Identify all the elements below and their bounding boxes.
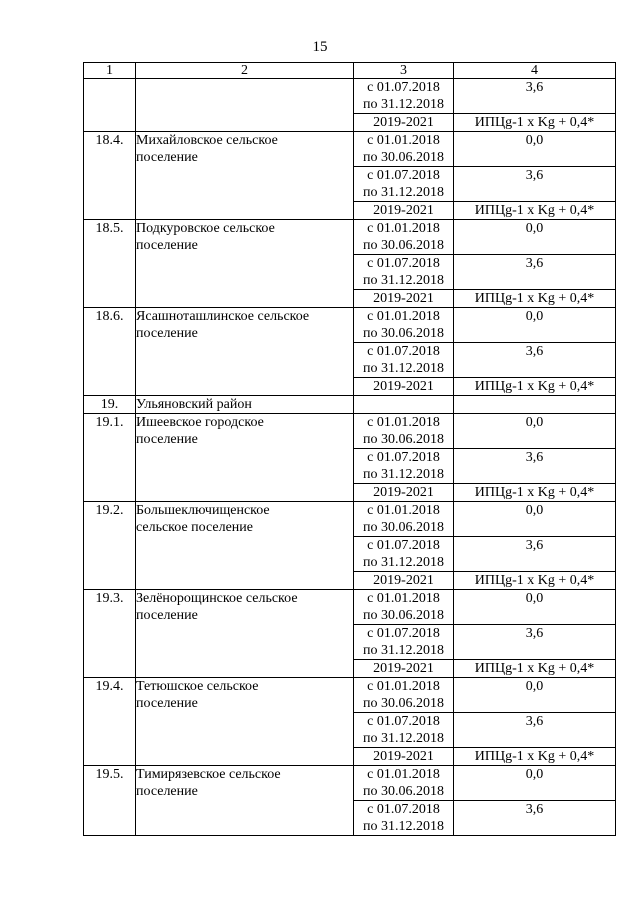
header-cell-1: 1 (84, 63, 136, 79)
tariff-table (83, 62, 616, 836)
table-row (84, 502, 616, 537)
header-cell-3: 3 (354, 63, 454, 79)
period-cell: с 01.01.2018 по 30.06.2018 (354, 308, 454, 343)
period-cell: с 01.01.2018 по 30.06.2018 (354, 414, 454, 449)
value-cell: 0,0 (454, 132, 616, 167)
name-cell: Тимирязевское сельское поселение (136, 766, 354, 836)
table-row (84, 590, 616, 625)
district-number: 19. (84, 396, 136, 414)
header-cell-2: 2 (136, 63, 354, 79)
period-cell: 2019-2021 (354, 290, 454, 308)
number-cell: 18.4. (84, 132, 136, 220)
value-cell: 0,0 (454, 766, 616, 801)
table-row (84, 766, 616, 801)
period-cell: 2019-2021 (354, 484, 454, 502)
period-cell: с 01.01.2018 по 30.06.2018 (354, 766, 454, 801)
period-cell: с 01.07.2018 по 31.12.2018 (354, 713, 454, 748)
table-row (84, 308, 616, 343)
value-cell: 0,0 (454, 220, 616, 255)
value-cell: ИПЦg-1 x Kg + 0,4* (454, 484, 616, 502)
period-cell: с 01.01.2018 по 30.06.2018 (354, 590, 454, 625)
name-cell: Ишеевское городское поселение (136, 414, 354, 502)
number-cell: 19.5. (84, 766, 136, 836)
value-cell: 3,6 (454, 537, 616, 572)
value-cell: 0,0 (454, 502, 616, 537)
name-cell (136, 79, 354, 132)
number-cell: 19.3. (84, 590, 136, 678)
empty-cell (354, 396, 454, 414)
value-cell: 3,6 (454, 79, 616, 114)
district-name: Ульяновский район (136, 396, 354, 414)
period-cell: 2019-2021 (354, 748, 454, 766)
value-cell: ИПЦg-1 x Kg + 0,4* (454, 114, 616, 132)
period-cell: 2019-2021 (354, 572, 454, 590)
name-cell: Тетюшское сельское поселение (136, 678, 354, 766)
value-cell: ИПЦg-1 x Kg + 0,4* (454, 660, 616, 678)
name-cell: Ясашноташлинское сельское поселение (136, 308, 354, 396)
number-cell: 19.4. (84, 678, 136, 766)
name-cell: Подкуровское сельское поселение (136, 220, 354, 308)
name-cell: Зелёнорощинское сельское поселение (136, 590, 354, 678)
number-cell (84, 79, 136, 132)
value-cell: 0,0 (454, 308, 616, 343)
number-cell: 18.6. (84, 308, 136, 396)
period-cell: 2019-2021 (354, 378, 454, 396)
table-row (84, 414, 616, 449)
period-cell: с 01.07.2018 по 31.12.2018 (354, 801, 454, 836)
number-cell: 19.1. (84, 414, 136, 502)
period-cell: 2019-2021 (354, 660, 454, 678)
district-row (84, 396, 616, 414)
value-cell: ИПЦg-1 x Kg + 0,4* (454, 202, 616, 220)
period-cell: с 01.07.2018 по 31.12.2018 (354, 625, 454, 660)
value-cell: 3,6 (454, 255, 616, 290)
value-cell: 3,6 (454, 625, 616, 660)
period-cell: с 01.01.2018 по 30.06.2018 (354, 132, 454, 167)
period-cell: с 01.01.2018 по 30.06.2018 (354, 502, 454, 537)
page-number: 15 (312, 39, 328, 55)
table-header-row (84, 63, 616, 79)
table-row (84, 132, 616, 167)
table-row (84, 79, 616, 114)
period-cell: с 01.01.2018 по 30.06.2018 (354, 220, 454, 255)
name-cell: Михайловское сельское поселение (136, 132, 354, 220)
period-cell: 2019-2021 (354, 202, 454, 220)
value-cell: 0,0 (454, 414, 616, 449)
period-cell: с 01.07.2018 по 31.12.2018 (354, 79, 454, 114)
period-cell: 2019-2021 (354, 114, 454, 132)
table-row (84, 678, 616, 713)
value-cell: 3,6 (454, 343, 616, 378)
number-cell: 19.2. (84, 502, 136, 590)
value-cell: 3,6 (454, 449, 616, 484)
period-cell: с 01.01.2018 по 30.06.2018 (354, 678, 454, 713)
value-cell: ИПЦg-1 x Kg + 0,4* (454, 748, 616, 766)
period-cell: с 01.07.2018 по 31.12.2018 (354, 537, 454, 572)
value-cell: 0,0 (454, 678, 616, 713)
number-cell: 18.5. (84, 220, 136, 308)
value-cell: ИПЦg-1 x Kg + 0,4* (454, 290, 616, 308)
value-cell: 3,6 (454, 801, 616, 836)
table-row (84, 220, 616, 255)
header-cell-4: 4 (454, 63, 616, 79)
value-cell: 3,6 (454, 167, 616, 202)
name-cell: Большеключищенское сельское поселение (136, 502, 354, 590)
value-cell: ИПЦg-1 x Kg + 0,4* (454, 378, 616, 396)
period-cell: с 01.07.2018 по 31.12.2018 (354, 255, 454, 290)
value-cell: 3,6 (454, 713, 616, 748)
value-cell: ИПЦg-1 x Kg + 0,4* (454, 572, 616, 590)
empty-cell (454, 396, 616, 414)
period-cell: с 01.07.2018 по 31.12.2018 (354, 343, 454, 378)
period-cell: с 01.07.2018 по 31.12.2018 (354, 449, 454, 484)
period-cell: с 01.07.2018 по 31.12.2018 (354, 167, 454, 202)
value-cell: 0,0 (454, 590, 616, 625)
